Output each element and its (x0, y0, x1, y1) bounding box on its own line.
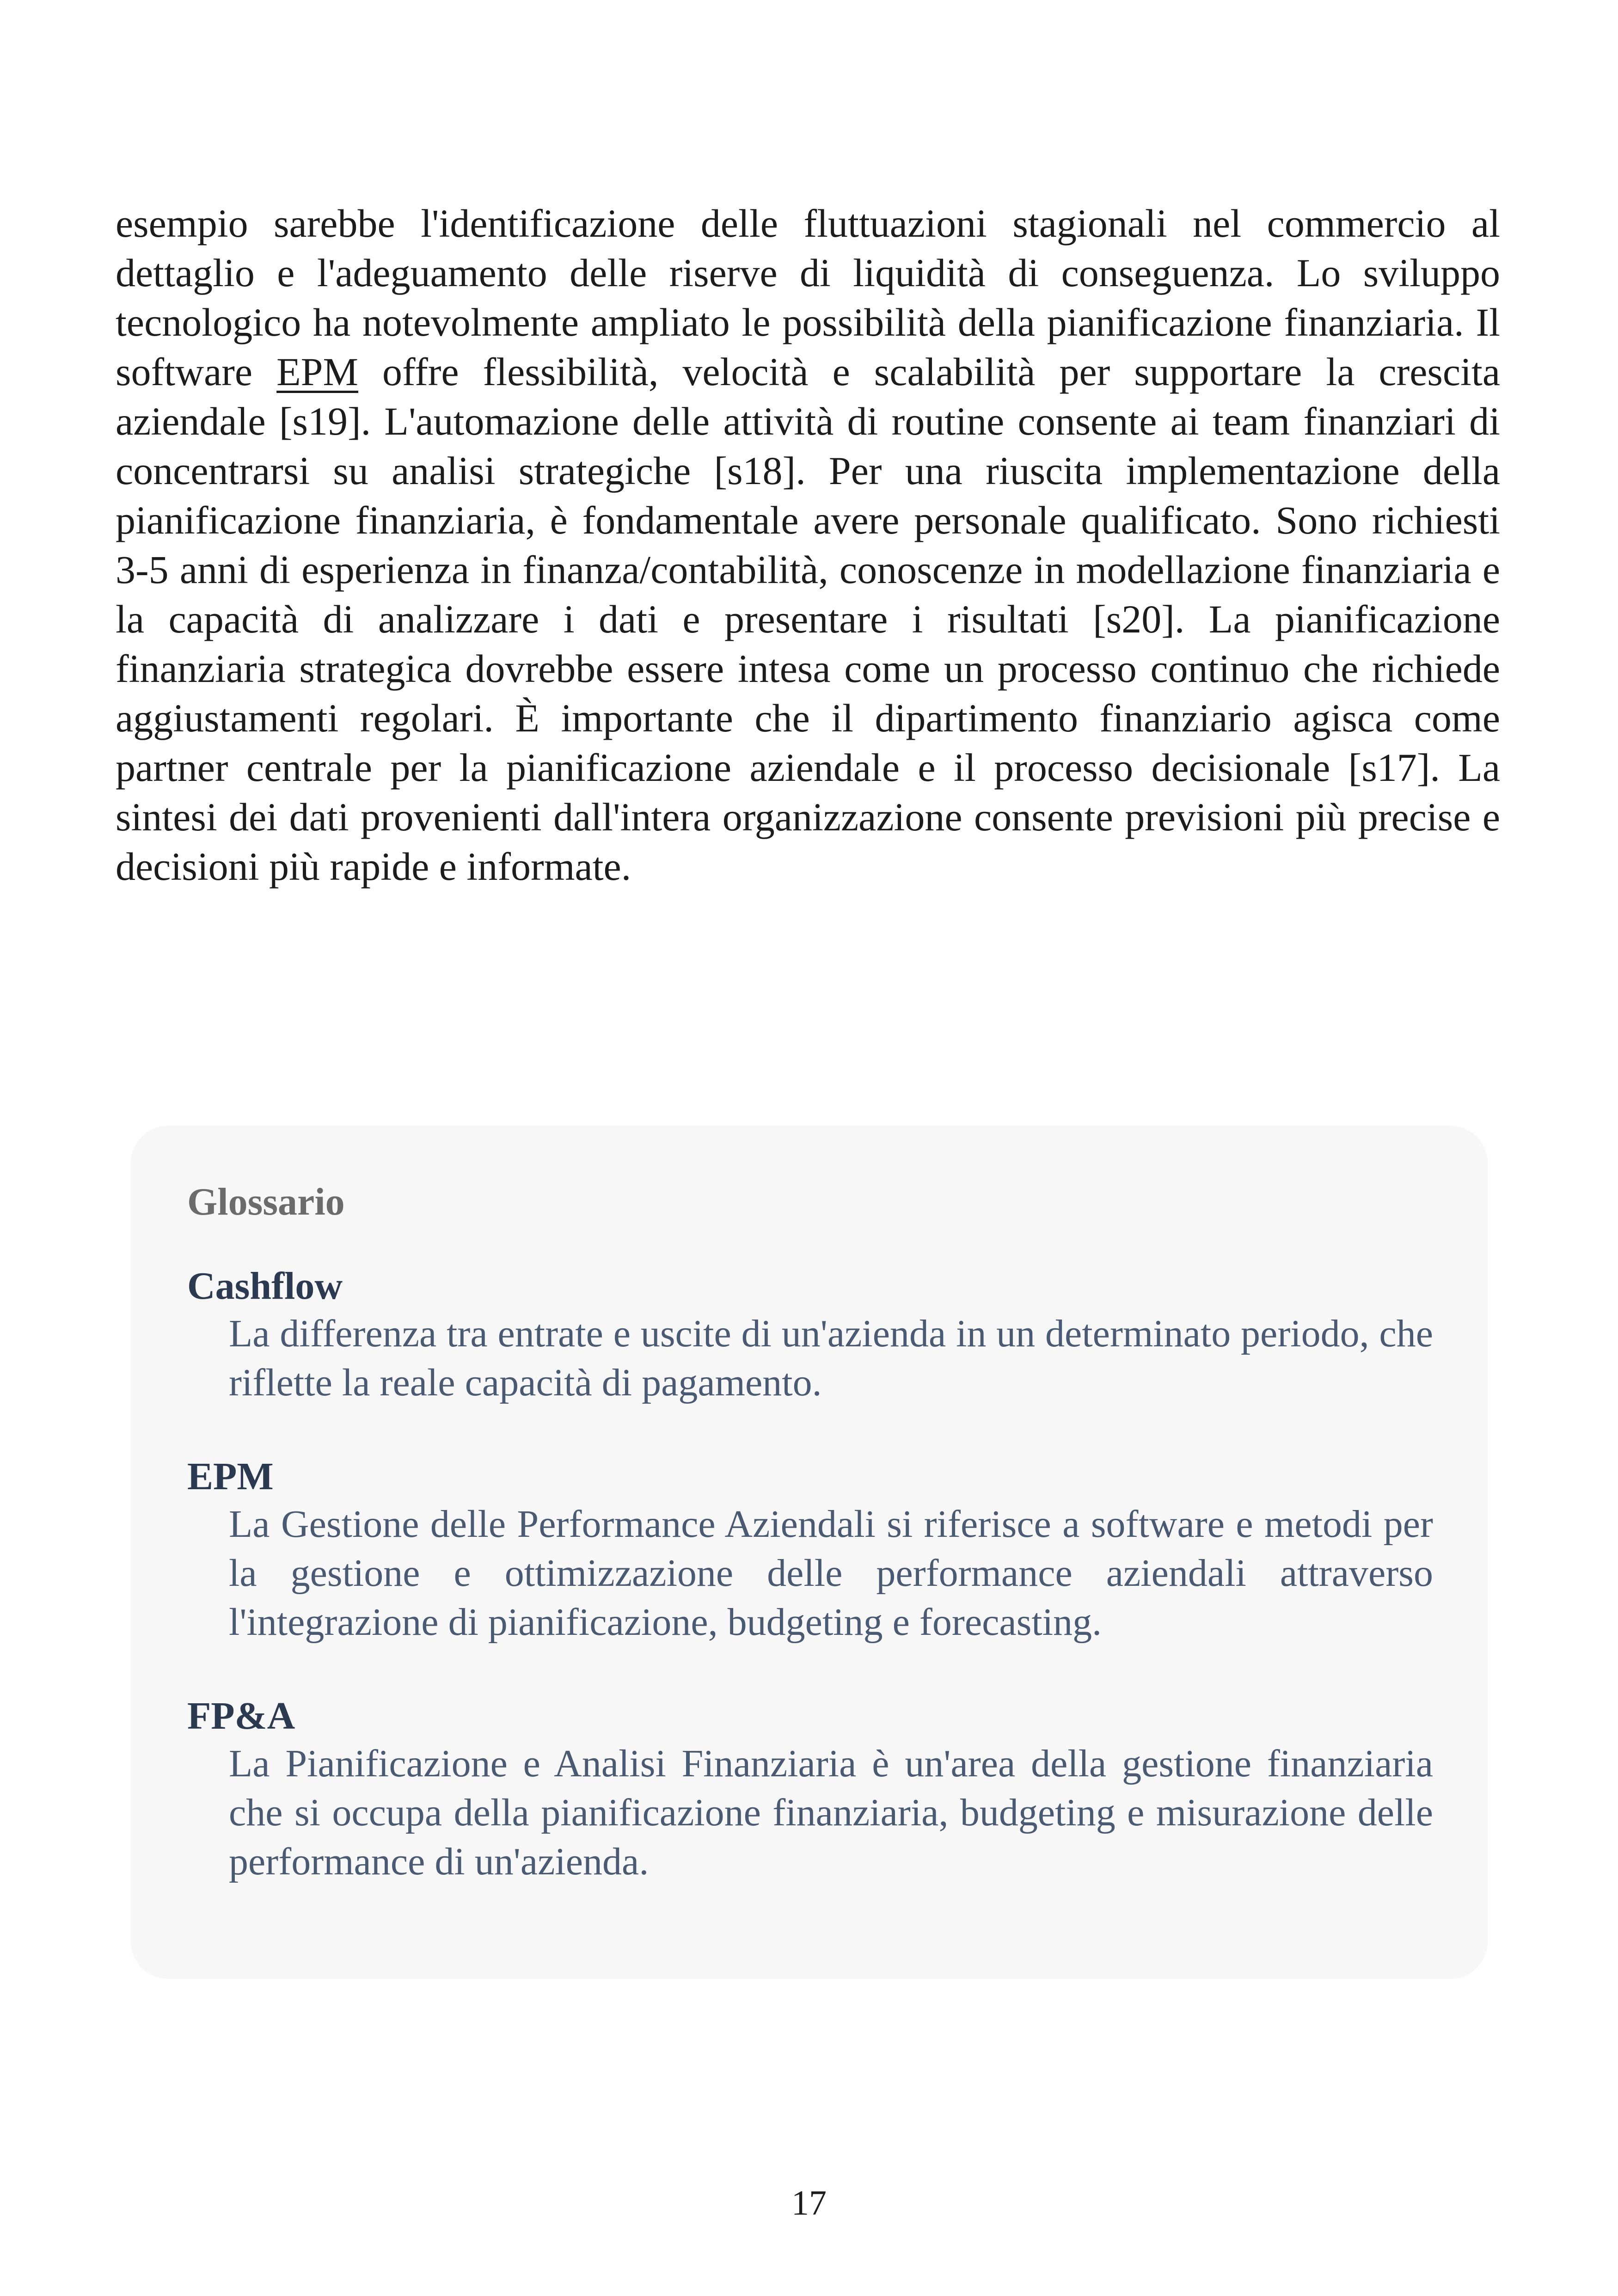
glossary-title: Glossario (187, 1180, 345, 1223)
glossary-entry (187, 1693, 1433, 1886)
glossary-term: EPM (187, 1455, 274, 1498)
body-text-after-link: offre flessibilità, velocità e scalabilità per supportare la crescita aziendale [s19]. L'automazione delle attività di routine consente ai team finanziari di concentrarsi su analisi strategiche [s18]. Per una riuscita implementazione della pianificazione finanziaria, è fondamentale avere personale qualificato. Sono richiesti 3-5 anni di esperienza in finanza/contabilità, conoscenze in modellazione finanziaria e la capacità di analizzare i dati e presentare i risultati [s20]. La pianificazione finanziaria strategica dovrebbe essere intesa come un processo continuo che richiede aggiustamenti regolari. È importante che il dipartimento finanziario agisca come partner centrale per la pianificazione aziendale e il processo decisionale [s17]. La sintesi dei dati provenienti dall'intera organizzazione consente previsioni più precise e decisioni più rapide e informate. (116, 350, 1500, 889)
page-number: 17 (791, 2184, 827, 2222)
body-text-before-link: esempio sarebbe l'identificazione delle fluttuazioni stagionali nel commercio al dettaglio e l'adeguamento delle riserve di liquidità di conseguenza. Lo sviluppo tecnologico ha notevolmente ampliato le possibilità della pianificazione finanziaria. Il software (116, 201, 1500, 394)
glossary-box (131, 1126, 1488, 1979)
glossary-entry (187, 1263, 1433, 1407)
epm-link[interactable]: EPM (276, 350, 358, 394)
glossary-definition: La differenza tra entrate e uscite di un'azienda in un determinato periodo, che riflette la reale capacità di pagamento. (229, 1312, 1433, 1404)
glossary-entry (187, 1454, 1433, 1647)
glossary-term: Cashflow (187, 1265, 343, 1308)
glossary-definition: La Gestione delle Performance Aziendali si riferisce a software e metodi per la gestione e ottimizzazione delle performance aziendali attraverso l'integrazione di pianificazione, budgeting e forecasting. (229, 1503, 1433, 1644)
glossary-definition: La Pianificazione e Analisi Finanziaria è un'area della gestione finanziaria che si occupa della pianificazione finanziaria, budgeting e misurazione delle performance di un'azienda. (229, 1742, 1433, 1883)
glossary-term: FP&A (187, 1694, 295, 1737)
body-paragraph (116, 199, 1500, 891)
